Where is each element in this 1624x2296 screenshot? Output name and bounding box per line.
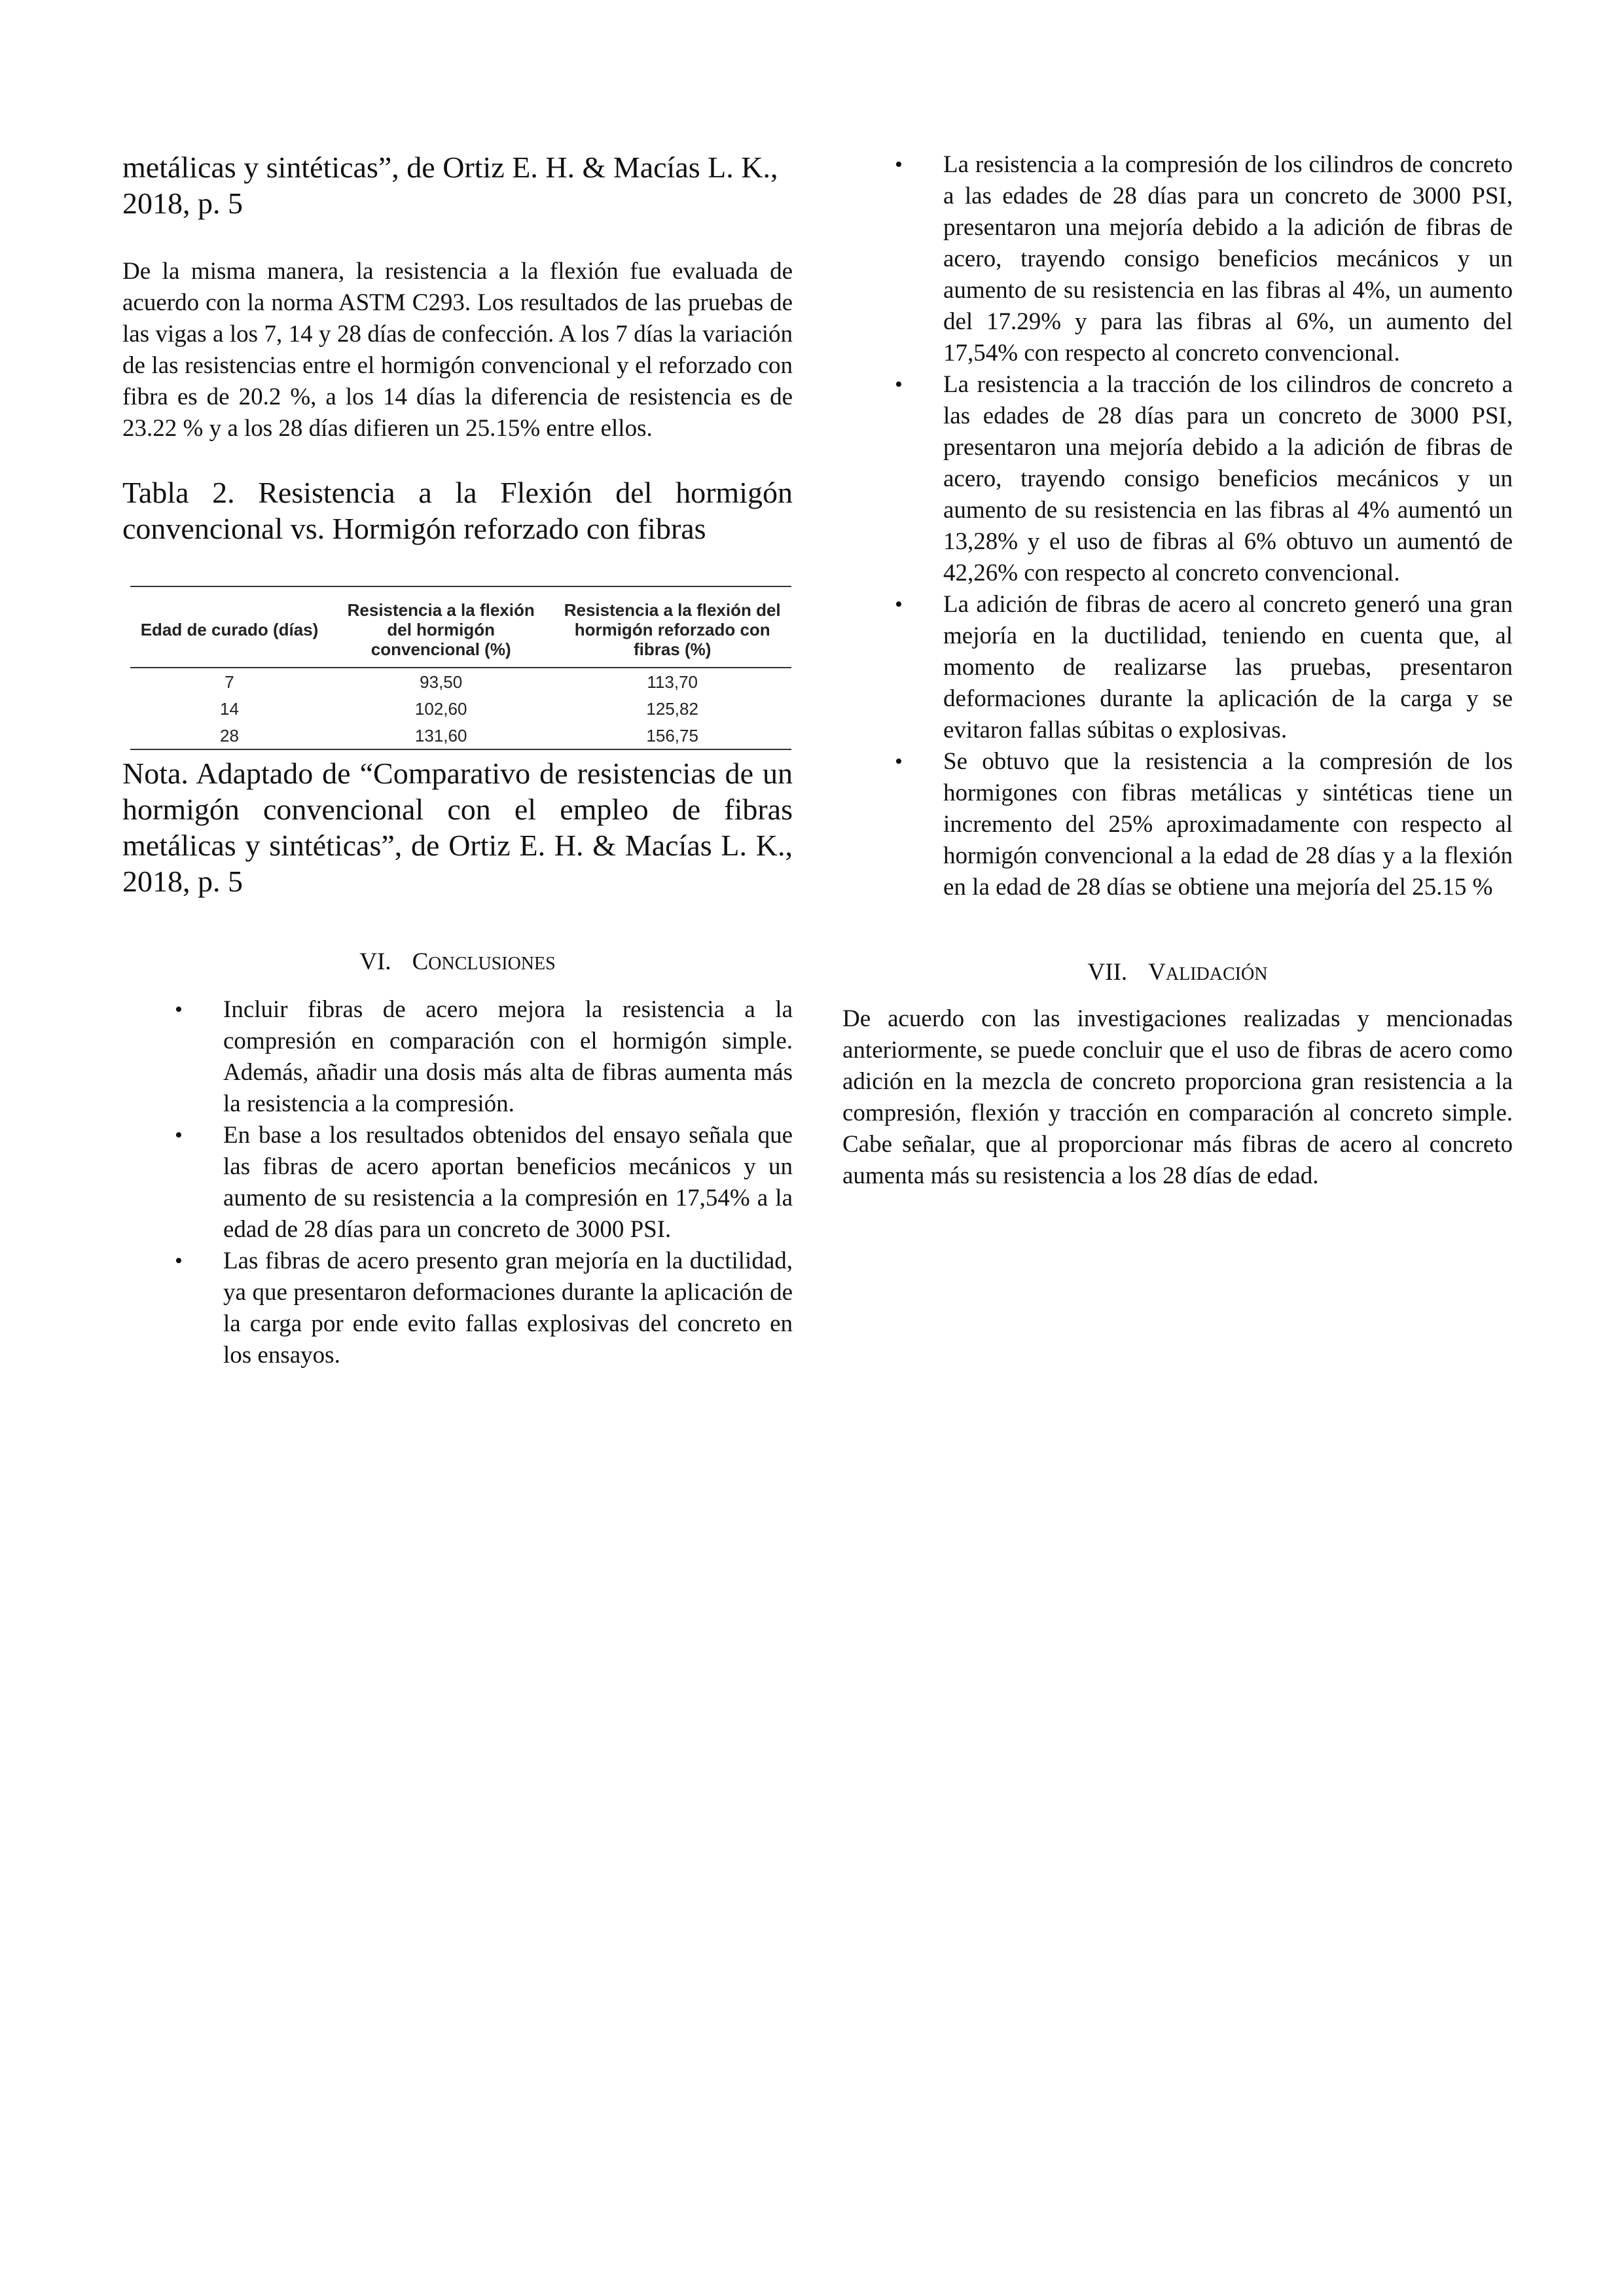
table-header-cell: Edad de curado (días)	[140, 620, 319, 639]
section-number: VI.	[359, 948, 391, 975]
list-item-text: La resistencia a la tracción de los cilindros de concreto a las edades de 28 días para un concreto de 3000 PSI, presentaron una mejoría debido a la adición de fibras de acero, trayendo consigo beneficios mecánicos y un aumento de su resistencia en las fibras al 4% aumentó un 13,28% y el uso de fibras al 6% obtuvo un aumentó de 42,26% con respecto al concreto convencional.	[943, 371, 1513, 586]
list-item	[842, 589, 1513, 746]
section-heading-validacion	[842, 957, 1513, 990]
table-row	[130, 695, 791, 722]
left-column	[122, 149, 793, 1371]
section-number: VII.	[1087, 959, 1128, 986]
table-caption: Tabla 2. Resistencia a la Flexión del hormigón convencional vs. Hormigón reforzado con fibras	[122, 476, 793, 545]
table-note: Nota. Adaptado de “Comparativo de resistencias de un hormigón convencional con el empleo de fibras metálicas y sintéticas”, de Ortiz E. H. & Macías L. K., 2018, p. 5	[122, 757, 793, 898]
table-cell: 156,75	[646, 726, 698, 745]
list-item-text: Incluir fibras de acero mejora la resistencia a la compresión en comparación con el hormigón simple. Además, añadir una dosis más alta de fibras aumenta más la resistencia a la compresión.	[223, 996, 793, 1117]
table-row	[130, 722, 791, 749]
list-item	[842, 746, 1513, 903]
table-cell: 28	[220, 726, 239, 745]
table-cell: 93,50	[420, 672, 463, 692]
conclusions-list	[122, 994, 793, 1371]
table-row	[130, 668, 791, 695]
table-cell: 14	[220, 699, 239, 719]
table-cell: 131,60	[414, 726, 467, 745]
bullet-icon: •	[895, 372, 903, 397]
table-cell: 113,70	[647, 672, 698, 692]
section-heading-conclusiones	[122, 946, 793, 980]
validation-paragraph: De acuerdo con las investigaciones realizadas y mencionadas anteriormente, se puede concluir que el uso de fibras de acero como adición en la mezcla de concreto proporciona gran resistencia a la compresión, flexión y tracción en comparación al concreto simple. Cabe señalar, que al proporcionar más fibras de acero al concreto aumenta más su resistencia a los 28 días de edad.	[842, 1005, 1513, 1189]
section-title-rest: ALIDACIÓN	[1165, 964, 1268, 984]
list-item	[122, 1246, 793, 1371]
section-title-initial: C	[412, 948, 429, 975]
bullet-icon: •	[895, 749, 903, 774]
list-item	[122, 994, 793, 1120]
list-item	[842, 369, 1513, 589]
right-column	[842, 149, 1513, 1192]
bullet-icon: •	[895, 152, 903, 177]
table-cell: 7	[225, 672, 234, 692]
table-header-cell: Resistencia a la flexión del hormigón reforzado con fibras (%)	[564, 600, 781, 659]
table-header-row	[130, 586, 791, 668]
list-item-text: Las fibras de acero presento gran mejoría en la ductilidad, ya que presentaron deformaciones durante la aplicación de la carga por ende evito fallas explosivas del concreto en los ensayos.	[223, 1247, 793, 1369]
list-item	[842, 149, 1513, 369]
bullet-icon: •	[175, 1123, 183, 1147]
list-item-text: En base a los resultados obtenidos del ensayo señala que las fibras de acero aportan beneficios mecánicos y un aumento de su resistencia a la compresión en 17,54% a la edad de 28 días para un concreto de 3000 PSI.	[223, 1122, 793, 1243]
list-item-text: Se obtuvo que la resistencia a la compresión de los hormigones con fibras metálicas y sintéticas tiene un incremento del 25% aproximadamente con respecto al hormigón convencional a la edad de 28 días y a la flexión en la edad de 28 días se obtiene una mejoría del 25.15 %	[943, 748, 1513, 901]
flexion-paragraph: De la misma manera, la resistencia a la flexión fue evaluada de acuerdo con la norma ASTM C293. Los resultados de las pruebas de las vigas a los 7, 14 y 28 días de confección. A los 7 días la variación de las resistencias entre el hormigón convencional y el reforzado con fibra es de 20.2 %, a los 14 días la diferencia de resistencia es de 23.22 % y a los 28 días difieren un 25.15% entre ellos.	[122, 258, 793, 442]
bullet-icon: •	[895, 592, 903, 617]
list-item-text: La adición de fibras de acero al concreto generó una gran mejoría en la ductilidad, teniendo en cuenta que, al momento de realizarse las pruebas, presentaron deformaciones durante la aplicación de la carga y se evitaron fallas súbitas o explosivas.	[943, 591, 1513, 744]
conclusions-list-continued	[842, 149, 1513, 903]
table-cell: 102,60	[414, 699, 467, 719]
section-title-rest: ONCLUSIONES	[428, 954, 556, 974]
bullet-icon: •	[175, 1249, 183, 1273]
section-title-initial: V	[1148, 959, 1166, 986]
table-header-cell: Resistencia a la flexión del hormigón convencional (%)	[347, 600, 535, 659]
table-cell: 125,82	[646, 699, 698, 719]
flexion-table	[130, 586, 791, 750]
citation-continuation: metálicas y sintéticas”, de Ortiz E. H. & Macías L. K., 2018, p. 5	[122, 151, 778, 220]
list-item-text: La resistencia a la compresión de los cilindros de concreto a las edades de 28 días para un concreto de 3000 PSI, presentaron una mejoría debido a la adición de fibras de acero, trayendo consigo beneficios mecánicos y un aumento de su resistencia en las fibras al 4%, un aumento del 17.29% y para las fibras al 6%, un aumento del 17,54% con respecto al concreto convencional.	[943, 151, 1513, 367]
bullet-icon: •	[175, 997, 183, 1022]
list-item	[122, 1120, 793, 1246]
